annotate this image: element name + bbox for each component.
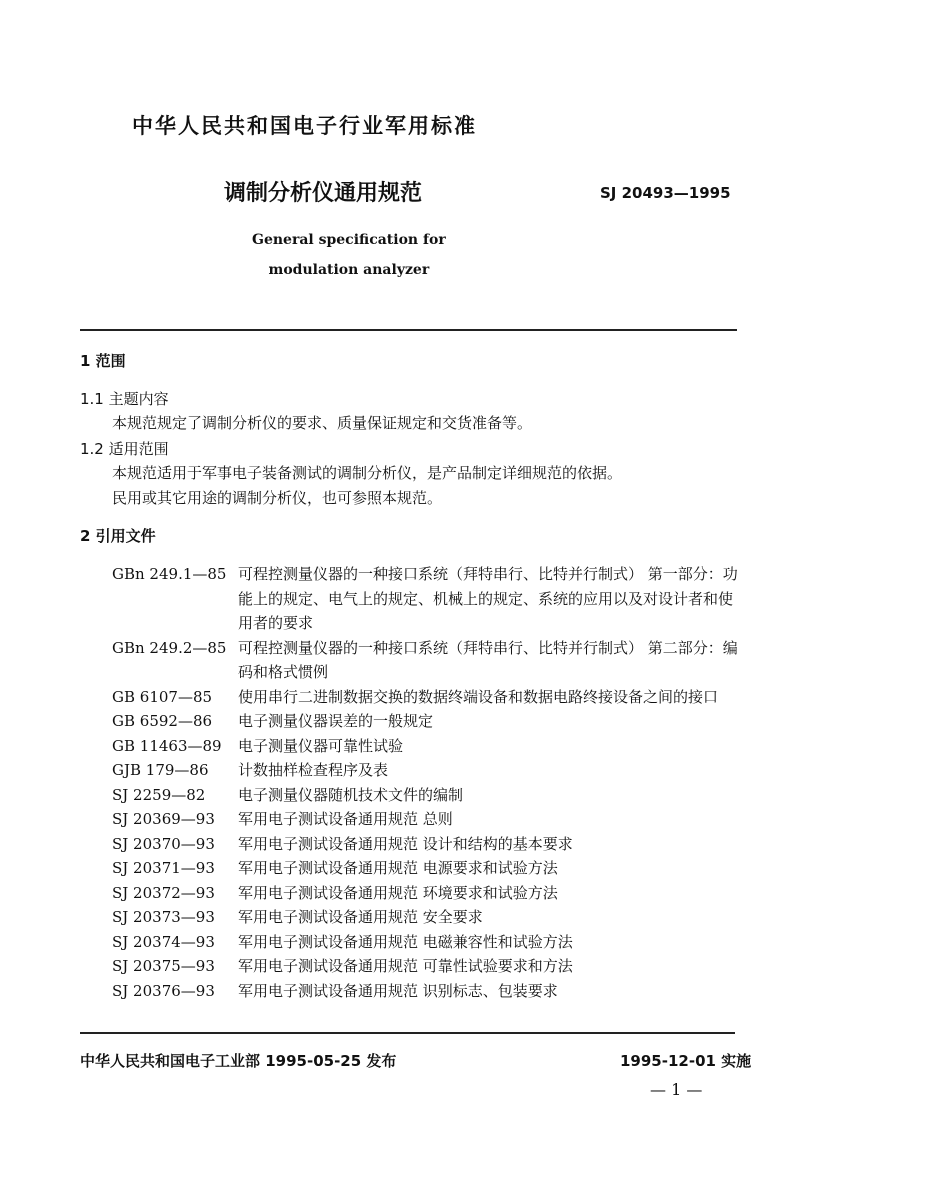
reference-title: 军用电子测试设备通用规范 识别标志、包装要求 [238,981,558,1000]
reference-row [112,807,742,832]
section-1-1-text: 本规范规定了调制分析仪的要求、质量保证规定和交货准备等。 [112,414,533,432]
reference-row [112,562,742,636]
reference-row [112,709,742,734]
reference-title: 可程控测量仪器的一种接口系统（拜特串行、比特并行制式） 第二部分：编码和格式惯例 [238,638,738,681]
reference-row [112,758,742,783]
reference-row [112,856,742,881]
reference-code: SJ 20369—93 [112,810,215,828]
page-number: — 1 — [650,1080,703,1099]
reference-row [112,734,742,759]
reference-title: 军用电子测试设备通用规范 总则 [238,810,453,828]
reference-code: SJ 20374—93 [112,932,215,951]
reference-row [112,979,742,1004]
issuer-line: 中华人民共和国电子工业部 1995-05-25 发布 [80,1052,397,1070]
effective-date: 1995-12-01 实施 [620,1052,752,1070]
reference-row [112,636,742,685]
header-divider [80,329,737,331]
reference-code: GJB 179—86 [112,761,209,779]
reference-title: 可程控测量仪器的一种接口系统（拜特串行、比特并行制式） 第一部分：功能上的规定、电气上的规定、机械上的规定、系统的应用以及对设计者和使用者的要求 [238,565,738,632]
english-title-line-2: modulation analyzer [268,262,430,278]
reference-title: 电子测量仪器随机技术文件的编制 [238,785,464,804]
section-1-1-heading: 1.1 主题内容 [80,390,169,408]
section-2-heading: 2 引用文件 [80,527,156,545]
reference-row [112,685,742,710]
reference-title: 军用电子测试设备通用规范 环境要求和试验方法 [238,883,558,902]
reference-title: 电子测量仪器可靠性试验 [238,736,404,755]
reference-code: SJ 20373—93 [112,908,215,926]
section-1-2-text-2: 民用或其它用途的调制分析仪，也可参照本规范。 [112,489,443,507]
reference-title: 军用电子测试设备通用规范 安全要求 [238,908,483,926]
reference-title: 使用串行二进制数据交换的数据终端设备和数据电路终接设备之间的接口 [238,687,719,706]
document-title: 调制分析仪通用规范 [224,181,423,206]
reference-code: SJ 20371—93 [112,859,215,877]
reference-title: 军用电子测试设备通用规范 设计和结构的基本要求 [238,834,573,853]
reference-row [112,881,742,906]
reference-row [112,783,742,808]
reference-row [112,930,742,955]
reference-code: GB 6107—85 [112,687,213,706]
footer-divider [80,1032,735,1034]
reference-code: SJ 20375—93 [112,957,215,975]
reference-title: 军用电子测试设备通用规范 电磁兼容性和试验方法 [238,932,573,951]
reference-code: GBn 249.1—85 [112,565,227,583]
reference-list [112,562,742,1003]
section-1-2-heading: 1.2 适用范围 [80,440,169,458]
reference-code: SJ 20376—93 [112,981,215,1000]
document-number: SJ 20493—1995 [600,184,731,202]
reference-title: 军用电子测试设备通用规范 电源要求和试验方法 [238,859,558,877]
section-1-heading: 1 范围 [80,352,126,370]
english-title [252,225,446,285]
reference-code: SJ 20372—93 [112,883,215,902]
standard-type-heading: 中华人民共和国电子行业军用标准 [132,114,477,138]
reference-code: SJ 2259—82 [112,785,206,804]
reference-code: SJ 20370—93 [112,834,215,853]
reference-row [112,954,742,979]
reference-title: 电子测量仪器误差的一般规定 [238,712,434,730]
section-1-2-text-1: 本规范适用于军事电子装备测试的调制分析仪，是产品制定详细规范的依据。 [112,464,623,482]
reference-code: GB 11463—89 [112,736,222,755]
reference-row [112,832,742,857]
reference-title: 军用电子测试设备通用规范 可靠性试验要求和方法 [238,957,573,975]
reference-code: GB 6592—86 [112,712,213,730]
reference-code: GBn 249.2—85 [112,638,227,657]
reference-row [112,905,742,930]
english-title-line-1: General specification for [252,232,446,248]
reference-title: 计数抽样检查程序及表 [238,761,389,779]
